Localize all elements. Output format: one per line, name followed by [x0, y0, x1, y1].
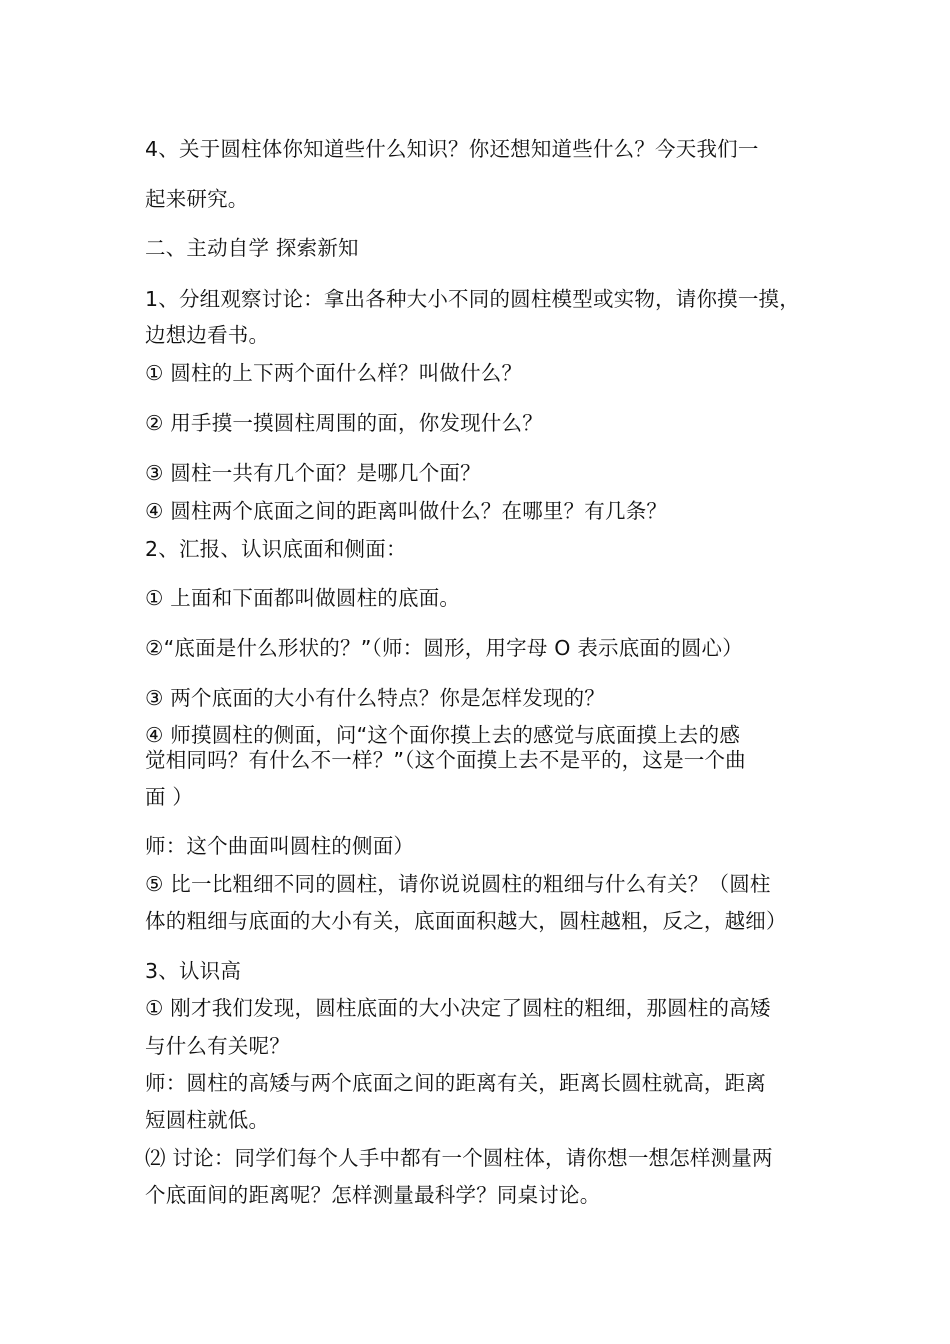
list-item: ① 上面和下面都叫做圆柱的底面。: [145, 586, 461, 610]
text-line: 个底面间的距离呢？怎样测量最科学？同桌讨论。: [145, 1183, 601, 1207]
list-item: ⑵ 讨论：同学们每个人手中都有一个圆柱体，请你想一想怎样测量两: [145, 1146, 773, 1170]
text-line: 师：圆柱的高矮与两个底面之间的距离有关，距离长圆柱就高，距离: [145, 1071, 766, 1095]
text-line: 体的粗细与底面的大小有关，底面面积越大，圆柱越粗，反之，越细）: [145, 909, 787, 933]
text-line: 觉相同吗？有什么不一样？”（这个面摸上去不是平的，这是一个曲: [145, 748, 746, 772]
list-item: ① 圆柱的上下两个面什么样？叫做什么？: [145, 361, 523, 385]
list-item: ⑤ 比一比粗细不同的圆柱，请你说说圆柱的粗细与什么有关？（圆柱: [145, 872, 771, 896]
list-item: ④ 圆柱两个底面之间的距离叫做什么？在哪里？有几条？: [145, 499, 668, 523]
text-line: 短圆柱就低。: [145, 1108, 270, 1132]
text-line: 面 ）: [145, 785, 194, 809]
list-item: ③ 圆柱一共有几个面？是哪几个面？: [145, 461, 481, 485]
list-item: ②“底面是什么形状的？”（师：圆形，用字母 O 表示底面的圆心）: [145, 636, 743, 660]
text-line: 1、分组观察讨论：拿出各种大小不同的圆柱模型或实物，请你摸一摸，: [145, 287, 800, 311]
list-item: ② 用手摸一摸圆柱周围的面，你发现什么？: [145, 411, 543, 435]
text-line: 2、汇报、认识底面和侧面：: [145, 537, 407, 561]
list-item: ① 刚才我们发现，圆柱底面的大小决定了圆柱的粗细，那圆柱的高矮: [145, 996, 771, 1020]
text-line: 4、关于圆柱体你知道些什么知识？你还想知道些什么？今天我们一: [145, 137, 759, 161]
list-item: ③ 两个底面的大小有什么特点？你是怎样发现的？: [145, 686, 605, 710]
text-line: 师：这个曲面叫圆柱的侧面）: [145, 834, 415, 858]
section-heading: 二、主动自学 探索新知: [145, 236, 359, 260]
section-heading: 3、认识高: [145, 959, 242, 983]
list-item: ④ 师摸圆柱的侧面，问“这个面你摸上去的感觉与底面摸上去的感: [145, 723, 741, 747]
text-line: 边想边看书。: [145, 323, 270, 347]
text-line: 与什么有关呢？: [145, 1034, 290, 1058]
text-line: 起来研究。: [145, 187, 249, 211]
